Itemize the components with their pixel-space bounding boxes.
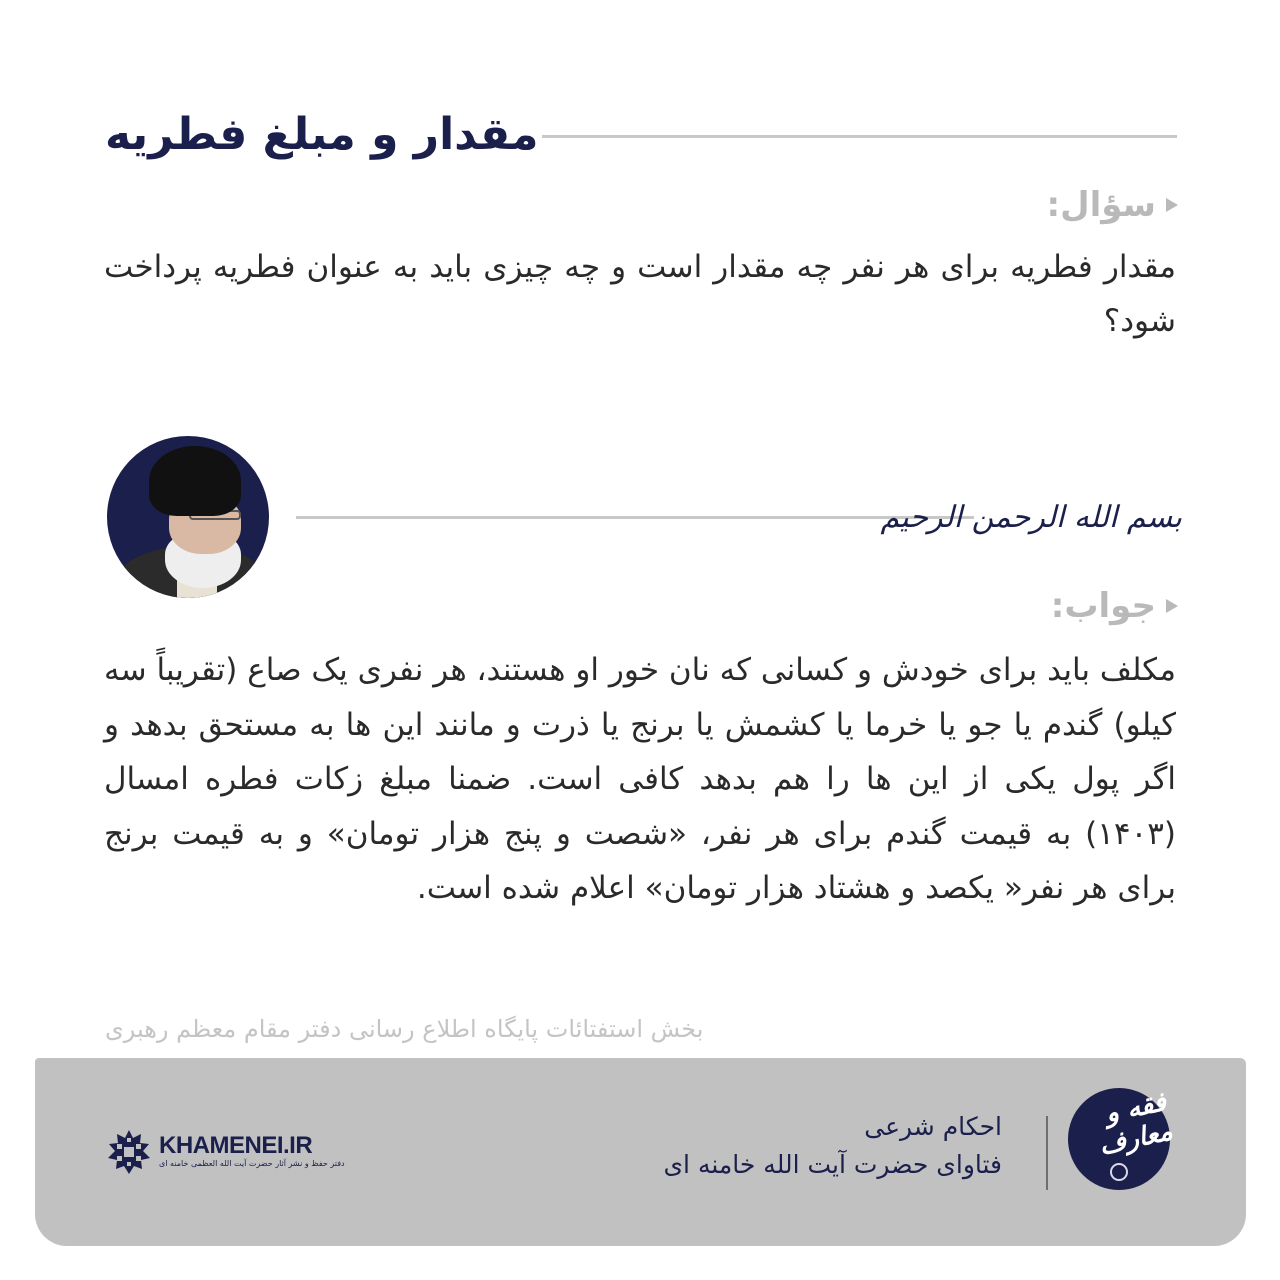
question-label xyxy=(1046,183,1178,227)
footer-line-1: احکام شرعی xyxy=(864,1112,1002,1141)
answer-label xyxy=(1051,584,1178,628)
question-text: مقدار فطریه برای هر نفر چه مقدار است و چه چیزی باید به عنوان فطریه پرداخت شود؟ xyxy=(104,249,1176,339)
feqh-seal-icon xyxy=(1068,1087,1176,1190)
title-divider xyxy=(542,135,1177,138)
brand-block xyxy=(159,1134,345,1170)
portrait-avatar xyxy=(107,436,269,598)
bismillah-calligraphy: بسم الله الرحمن الرحیم xyxy=(880,500,1182,535)
question-label-text: سؤال: xyxy=(1046,185,1156,225)
triangle-marker-icon xyxy=(1166,198,1178,212)
brand-subtitle: دفتر حفظ و نشر آثار حضرت آیت الله العظمی خامنه ای xyxy=(159,1159,345,1168)
source-attribution: بخش استفتائات پایگاه اطلاع رسانی دفتر مقام معظم رهبری xyxy=(105,1015,704,1043)
footer-banner xyxy=(35,1058,1246,1246)
khamenei-ir-logo[interactable] xyxy=(105,1128,345,1176)
seal-calligraphy: فقه و معارف xyxy=(1096,1087,1176,1162)
brand-name: KHAMENEI.IR xyxy=(159,1132,313,1159)
answer-divider xyxy=(296,516,974,519)
answer-label-text: جواب: xyxy=(1050,586,1156,626)
title-row xyxy=(105,104,1177,174)
triangle-marker-icon xyxy=(1166,599,1178,613)
footer-caption xyxy=(663,1108,1002,1184)
answer-text: مکلف باید برای خودش و کسانی که نان خور او هستند، هر نفری یک صاع (تقریباً سه کیلو) گندم یا جو یا خرما یا کشمش یا برنج یا ذرت و مانند این ها به مستحق بدهد و اگر پول یکی از این ها را هم بدهد کافی است. ضمنا مبلغ زکات فطره امسال (۱۴۰۳) به قیمت گندم برای هر نفر، «شصت و پنج هزار تومان» و به قیمت برنج برای هر نفر« یکصد و هشتاد هزار تومان» اعلام شده است. xyxy=(104,652,1176,906)
portrait-turban xyxy=(149,446,241,516)
footer-line-2: فتاوای حضرت آیت الله خامنه ای xyxy=(663,1150,1002,1179)
seal-stamp-icon xyxy=(1110,1163,1128,1181)
footer-divider xyxy=(1046,1116,1048,1190)
page-title: مقدار و مبلغ فطریه xyxy=(105,109,539,160)
star-logo-icon xyxy=(105,1128,153,1176)
